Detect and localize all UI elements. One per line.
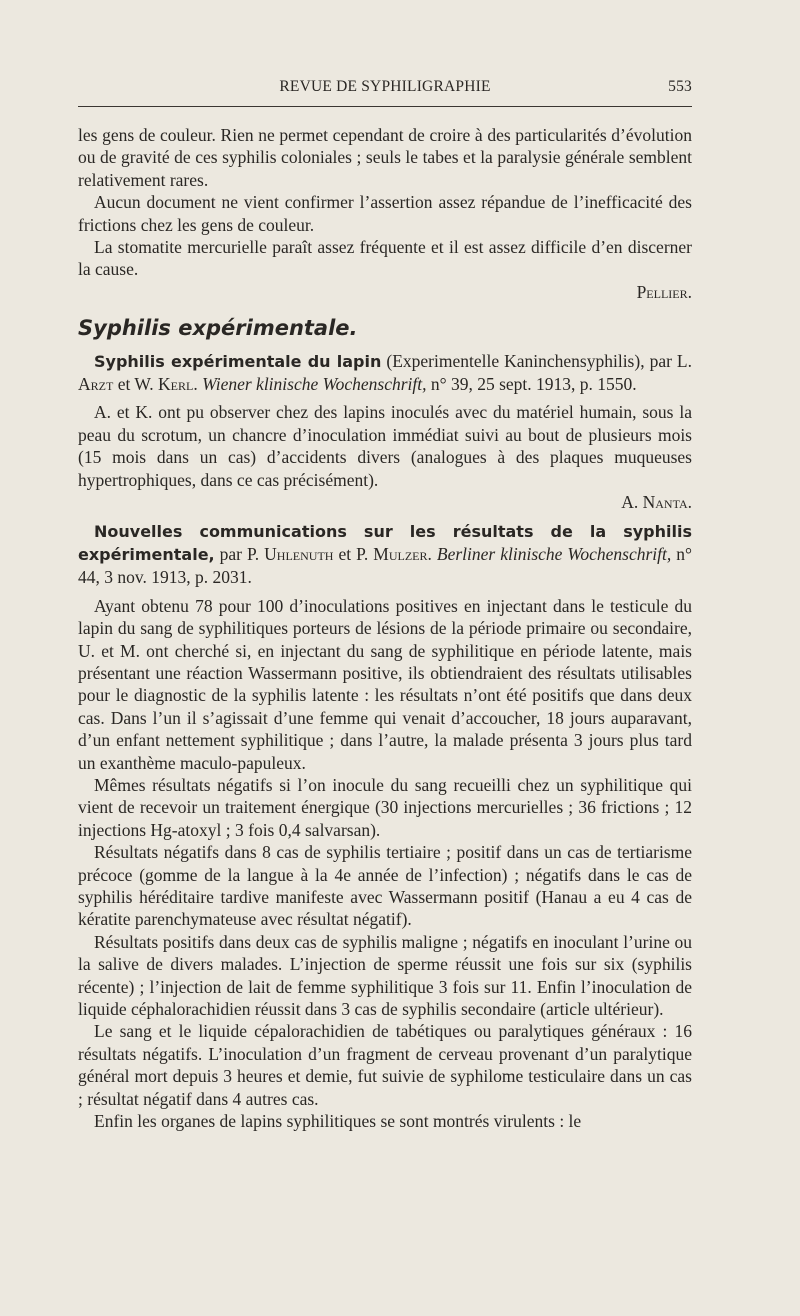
section-heading: Syphilis expérimentale.	[78, 316, 358, 341]
article-2-author-1: Uhlenuth	[264, 543, 334, 564]
article-1-author-2: Kerl	[158, 374, 194, 395]
article-2-author-2: Mulzer	[373, 543, 428, 564]
article-2-journal: Berliner klinische Wochenschrift,	[436, 543, 672, 564]
page-number: 553	[668, 78, 692, 95]
intro-paragraph-2: Aucun document ne vient confirmer l’assertion assez répandue de l’inefficacité des frictions chez les gens de couleur.	[78, 192, 692, 235]
article-1-signature: A. Nanta.	[621, 492, 692, 513]
journal-title: REVUE DE SYPHILIGRAPHIE	[279, 78, 491, 95]
article-1-author-1: Arzt	[78, 374, 114, 395]
intro-signature: Pellier.	[636, 281, 692, 302]
header-rule	[78, 106, 692, 107]
article-2-paragraph-2: Mêmes résultats négatifs si l’on inocule du sang recueilli chez un syphilitique qui vient de recevoir un traitement énergique (30 injections mercurielles ; 36 frictions ; 12 injections Hg-atoxyl ; 3 fois 0,4 salvarsan).	[78, 774, 692, 840]
article-2-reference: Nouvelles communications sur les résultats de la syphilis expérimentale, par P. Uhlenuth et P. Mulzer. Berliner klinische Wochenschrift, n° 44, 3 nov. 1913, p. 2031.	[78, 521, 693, 588]
intro-paragraph-1: les gens de couleur. Rien ne permet cependant de croire à des particularités d’évolution ou de gravité de ces syphilis coloniales ; seuls le tabes et la paralysie générale semblent relativement rares.	[78, 125, 692, 190]
article-2-title: Nouvelles communications sur les résultats de la syphilis expérimentale,	[78, 521, 692, 564]
running-header	[78, 78, 692, 102]
article-1-reference: Syphilis expérimentale du lapin (Experimentelle Kaninchensyphilis), par L. Arzt et W. Kerl. Wiener klinische Wochenschrift, n° 39, 25 sept. 1913, p. 1550.	[78, 350, 692, 395]
article-2-paragraph-3: Résultats négatifs dans 8 cas de syphilis tertiaire ; positif dans un cas de tertiarisme précoce (gomme de la langue à la 4e année de l’infection) ; négatifs dans le cas de syphilis héréditaire tardive manifeste avec Wassermann positif (Hanau a eu 4 cas de kératite parenchymateuse avec résultat négatif).	[78, 842, 692, 930]
page-body	[78, 124, 692, 1132]
article-2-paragraph-4: Résultats positifs dans deux cas de syphilis maligne ; négatifs en inoculant l’urine ou la salive de divers malades. L’injection de sperme réussit une fois sur six (syphilis récente) ; l’injection de lait de femme syphilitique 3 fois sur 11. Enfin l’inoculation de liquide céphalorachidien réussit dans 3 cas de syphilis secondaire (article ultérieur).	[78, 931, 692, 1020]
article-2-paragraph-1: Ayant obtenu 78 pour 100 d’inoculations positives en injectant dans le testicule du lapin du sang de syphilitiques porteurs de lésions de la période primaire ou secondaire, U. et M. ont cherché si, en injectant du sang de syphilitique en période latente, mais présentant une réaction Wassermann positive, ils obtiendraient des résultats utilisables pour le diagnostic de la syphilis latente : les résultats n’ont été positifs que dans deux cas. Dans l’un il s’agissait d’une femme qui venait d’accoucher, 18 jours auparavant, d’un enfant nettement syphilitique ; dans l’autre, la malade présenta 3 jours plus tard un exanthème maculo-papuleux.	[78, 595, 692, 773]
article-2-paragraph-6: Enfin les organes de lapins syphilitiques se sont montrés virulents : le	[94, 1111, 582, 1132]
intro-paragraph-3: La stomatite mercurielle paraît assez fréquente et il est assez difficile d’en discerner la cause.	[78, 237, 692, 280]
article-1-paragraph: A. et K. ont pu observer chez des lapins inoculés avec du matériel humain, sous la peau du scrotum, un chancre d’inoculation immédiat suivi au bout de plusieurs mois (15 mois dans un cas) d’accidents divers (analogues à des plaques muqueuses hypertrophiques, dans ce cas précisément).	[78, 402, 692, 490]
article-1-journal: Wiener klinische Wochenschrift,	[202, 374, 427, 395]
article-2-paragraph-5: Le sang et le liquide cépalorachidien de tabétiques ou paralytiques généraux : 16 résultats négatifs. L’inoculation d’un fragment de cerveau provenant d’un paralytique général mort depuis 3 heures et demie, fut suivie de syphilome testiculaire dans un cas ; résultat négatif dans 4 autres cas.	[78, 1021, 692, 1109]
article-1-title: Syphilis expérimentale du lapin	[94, 351, 382, 371]
